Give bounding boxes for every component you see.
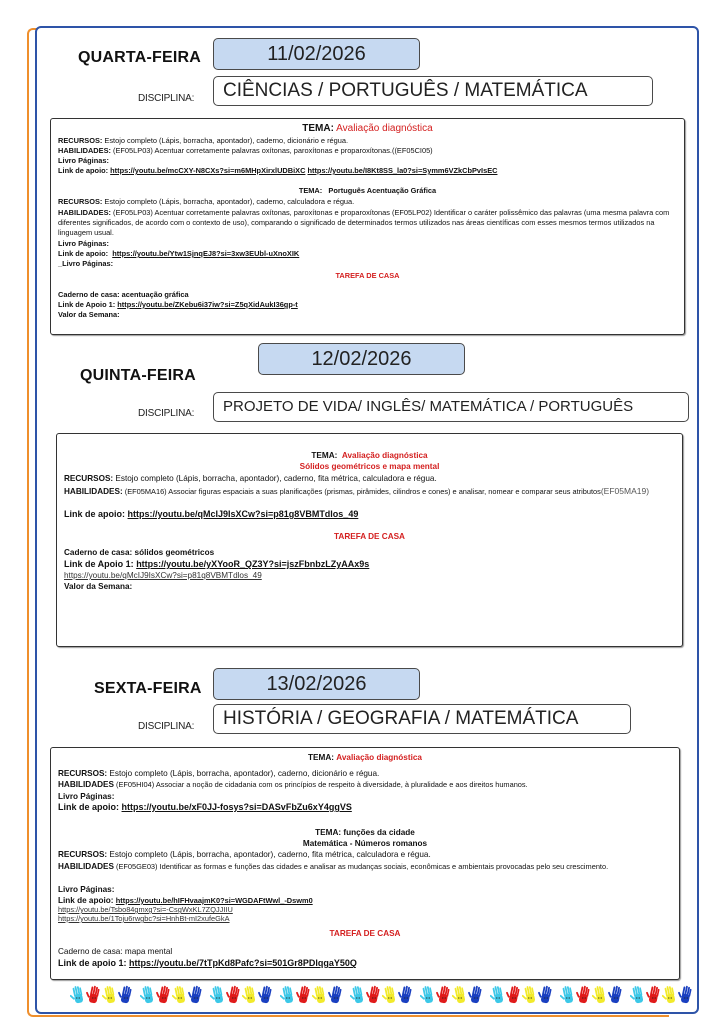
hand-icon (86, 985, 102, 1005)
lesson-content-box (56, 433, 683, 647)
hand-icon (538, 985, 554, 1005)
discipline-label: DISCIPLINA: (138, 721, 195, 732)
support-link[interactable]: https://youtu.be/Ytw1SjnqEJ8?si=3xw3EUbl-uXnoXIK (112, 249, 300, 258)
recursos-line: RECURSOS: Estojo completo (Lápis, borracha, apontador), caderno, fita métrica, calculadora e régua. (58, 850, 431, 859)
link-apoio-line: Link de apoio: https://youtu.be/qMcIJ9IsXCw?si=p81g8VBMTdlos_49 (64, 509, 359, 519)
hand-icon (350, 985, 366, 1005)
hand-icon (210, 985, 226, 1005)
support-link[interactable]: https://youtu.be/hIFHvaajmK0?si=WGDAFtWwl_-Dswm0 (115, 896, 313, 905)
homework-title: TAREFA DE CASA (335, 271, 400, 280)
habilidades-line: HABILIDADES (EF05HI04) Associar a noção de cidadania com os princípios de respeito à diversidade, à pluralidade e aos direitos humanos. (58, 780, 528, 789)
recursos-line: RECURSOS: Estojo completo (Lápis, borracha, apontador), caderno, dicionário e régua. (58, 136, 349, 145)
livro-paginas: _Livro Páginas: (58, 259, 114, 268)
recursos-line: RECURSOS: Estojo completo (Lápis, borracha, apontador), caderno, fita métrica, calculadora e régua. (64, 474, 437, 483)
support-link[interactable]: https://youtu.be/qMcIJ9IsXCw?si=p81g8VBMTdlos_49 (127, 509, 359, 519)
hand-icon (280, 985, 296, 1005)
valor-semana: Valor da Semana: (58, 310, 120, 319)
tema-value: Avaliação diagnóstica (341, 451, 428, 460)
hand-icon (118, 985, 134, 1005)
support-link[interactable]: https://youtu.be/1Toju6rwgbc?si=HnhBt-mI2xufeGkA (58, 914, 230, 923)
day-title: SEXTA-FEIRA (94, 680, 202, 697)
date-box: 11/02/2026 (213, 38, 420, 70)
hand-group (490, 985, 554, 1005)
link-apoio-line: Link de apoio: https://youtu.be/Ytw1SjnqEJ8?si=3xw3EUbl-uXnoXIK (58, 249, 300, 258)
hand-icon (312, 985, 328, 1005)
lesson-content-box (50, 118, 685, 335)
hand-icon (398, 985, 414, 1005)
discipline-label: DISCIPLINA: (138, 93, 195, 104)
homework-caderno: Caderno de casa: acentuação gráfica (58, 290, 189, 299)
homework-link[interactable]: https://youtu.be/ZKebu6i37iw?si=Z5qXidAukI36gp-t (117, 300, 298, 309)
hand-icon (560, 985, 576, 1005)
day-title: QUINTA-FEIRA (80, 367, 196, 384)
hand-group (70, 985, 134, 1005)
hand-icon (608, 985, 624, 1005)
valor-semana: Valor da Semana: (64, 582, 133, 591)
hand-icon (468, 985, 484, 1005)
hand-icon (436, 985, 452, 1005)
hand-icon (102, 985, 118, 1005)
discipline-box: PROJETO DE VIDA/ INGLÊS/ MATEMÁTICA / PORTUGUÊS (213, 392, 689, 422)
homework-link-line: Link de Apoio 1: https://youtu.be/yXYooR_QZ3Y?si=jszFbnbzLZyAAx9s (64, 559, 370, 569)
date-box: 12/02/2026 (258, 343, 465, 375)
homework-link[interactable]: https://youtu.be/yXYooR_QZ3Y?si=jszFbnbzLZyAAx9s (136, 559, 370, 569)
hand-icon (188, 985, 204, 1005)
homework-caderno: Caderno de casa: mapa mental (58, 947, 173, 956)
link-apoio-line: Link de apoio: https://youtu.be/hIFHvaajmK0?si=WGDAFtWwl_-Dswm0 (58, 896, 313, 905)
livro-paginas: Livro Páginas: (58, 885, 115, 894)
subtema: Sólidos geométricos e mapa mental (299, 462, 440, 471)
hand-icon (420, 985, 436, 1005)
hand-icon (70, 985, 86, 1005)
hand-icon (140, 985, 156, 1005)
hand-icon (522, 985, 538, 1005)
support-link[interactable]: https://youtu.be/Tsbo84gmxg?si=-CsgWxKL7ZQJJIIU (58, 905, 233, 914)
hand-group (630, 985, 694, 1005)
hand-icon (328, 985, 344, 1005)
habilidades-line: HABILIDADES (EF05GE03) Identificar as formas e funções das cidades e analisar as mudanças sociais, econômicas e ambientais provocadas pelo seu crescimento. (58, 862, 609, 871)
lesson-content-box (50, 747, 680, 980)
discipline-label: DISCIPLINA: (138, 408, 195, 419)
habilidades-line: HABILIDADES: (EF05MA16) Associar figuras espaciais a suas planificações (prismas, pirâmides, cilindros e cones) e analisar, nomear e comparar seus atributos(EF05MA19) (64, 486, 650, 496)
livro-paginas: Livro Páginas: (58, 792, 115, 801)
subtema: Matemática - Números romanos (302, 839, 428, 848)
homework-title: TAREFA DE CASA (329, 929, 401, 938)
support-link[interactable]: https://youtu.be/I8Kt8SS_la0?si=Symm6VZkCbPvIsEC (307, 166, 498, 175)
habilidades-line: HABILIDADES: (EF05LP03) Acentuar corretamente palavras oxítonas, paroxítonas e proparoxítonas.((EF05CI05) (58, 146, 433, 155)
hand-icon (490, 985, 506, 1005)
hand-group (350, 985, 414, 1005)
hand-icon (242, 985, 258, 1005)
discipline-box: CIÊNCIAS / PORTUGUÊS / MATEMÁTICA (213, 76, 653, 106)
hand-icon (630, 985, 646, 1005)
tema-line: TEMA: Português Acentuação Gráfica (298, 186, 437, 195)
hand-group (420, 985, 484, 1005)
hand-icon (226, 985, 242, 1005)
support-link[interactable]: https://youtu.be/xF0JJ-fosys?si=DASvFbZu6xY4ggVS (121, 802, 352, 812)
tema-value: Avaliação diagnóstica (336, 753, 422, 762)
hand-icon (156, 985, 172, 1005)
hand-icon (258, 985, 274, 1005)
day-title: QUARTA-FEIRA (78, 49, 201, 66)
tema-value: funções da cidade (343, 828, 415, 837)
hand-group (280, 985, 344, 1005)
recursos-line: RECURSOS: Estojo completo (Lápis, borracha, apontador), caderno, calculadora e régua. (58, 197, 355, 206)
hand-icon (172, 985, 188, 1005)
hand-icon (366, 985, 382, 1005)
homework-link[interactable]: https://youtu.be/7tTpKd8Pafc?si=501Gr8PDlqgaY50Q (129, 958, 357, 968)
hand-group (210, 985, 274, 1005)
homework-caderno: Caderno de casa: sólidos geométricos (64, 548, 215, 557)
hand-icon (678, 985, 694, 1005)
hand-icon (296, 985, 312, 1005)
livro-paginas: Livro Páginas: (58, 239, 109, 248)
tema-value: Português Acentuação Gráfica (328, 186, 437, 195)
hands-border-decoration (70, 985, 660, 1005)
date-box: 13/02/2026 (213, 668, 420, 700)
homework-link-line: Link de Apoio 1: https://youtu.be/ZKebu6i37iw?si=Z5qXidAukI36gp-t (58, 300, 298, 309)
support-link[interactable]: https://youtu.be/mcCXY-N8CXs?si=m6MHpXirxlUDBiXC (110, 166, 306, 175)
link-apoio-line: Link de apoio: https://youtu.be/mcCXY-N8CXs?si=m6MHpXirxlUDBiXC https://youtu.be/I8Kt8SS_la0?si=Symm6VZkCbPvIsEC (58, 166, 498, 175)
tema-value: Avaliação diagnóstica (336, 123, 433, 134)
discipline-box: HISTÓRIA / GEOGRAFIA / MATEMÁTICA (213, 704, 631, 734)
homework-link-line: Link de apoio 1: https://youtu.be/7tTpKd8Pafc?si=501Gr8PDlqgaY50Q (58, 958, 357, 968)
habilidades-line: HABILIDADES: (EF05LP03) Acentuar corretamente palavras oxítonas, paroxítonas e proparoxítonas (EF05LP02) Identificar o caráter polissêmico das palavras (uma mesma palavra com diferentes significados, de acordo com o contexto de uso), comparando o significado de determinados termos utilizados nas áreas científicas com esses mesmos termos utilizados na linguagem usual. (58, 208, 670, 237)
homework-link-extra[interactable]: https://youtu.be/qMcIJ9IsXCw?si=p81q8VBMTdlos_49 (64, 571, 262, 580)
tema-line: TEMA: funções da cidade (315, 828, 415, 837)
hand-icon (662, 985, 678, 1005)
hand-icon (576, 985, 592, 1005)
recursos-line: RECURSOS: Estojo completo (Lápis, borracha, apontador), caderno, dicionário e régua. (58, 769, 380, 778)
hand-group (140, 985, 204, 1005)
tema-line: TEMA: Avaliação diagnóstica (308, 753, 422, 762)
hand-icon (592, 985, 608, 1005)
livro-paginas: Livro Páginas: (58, 156, 109, 165)
hand-icon (382, 985, 398, 1005)
homework-title: TAREFA DE CASA (334, 532, 405, 541)
link-apoio-line: Link de apoio: https://youtu.be/xF0JJ-fosys?si=DASvFbZu6xY4ggVS (58, 802, 352, 812)
tema-line: TEMA: Avaliação diagnóstica (311, 451, 428, 460)
tema-line: TEMA: Avaliação diagnóstica (302, 123, 433, 134)
hand-icon (506, 985, 522, 1005)
hand-icon (646, 985, 662, 1005)
hand-group (560, 985, 624, 1005)
hand-icon (452, 985, 468, 1005)
